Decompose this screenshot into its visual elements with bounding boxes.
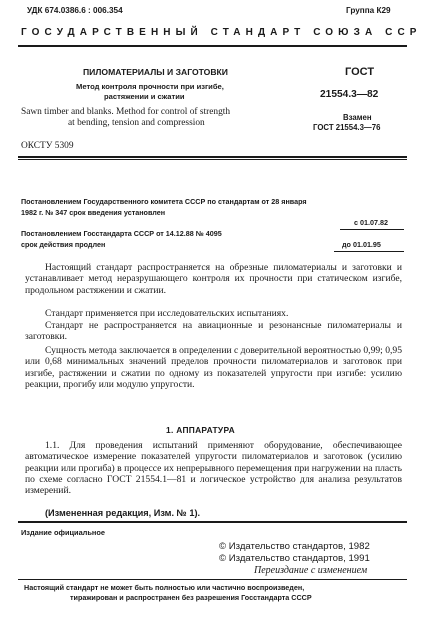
english-title-line2: at bending, tension and compression <box>68 118 205 128</box>
section-title-apparatus: 1. АППАРАТУРА <box>166 425 235 435</box>
paragraph-method: Сущность метода заключается в определении с доверительной вероятностью 0,99; 0,95 или 0,68 минимальных значений пределов прочности пиломатериалов и заготовок при изгибе, растяжении и сжатии по одному из показателей упругости при изгибе: усилию реакции, прогибу или модулю упругости. <box>25 345 403 390</box>
reprint-note: Переиздание с изменением <box>254 565 368 576</box>
document-subtitle-line1: Метод контроля прочности при изгибе, <box>76 82 224 91</box>
decree-line1: Постановлением Государственного комитета СССР по стандартам от 28 января <box>21 197 307 206</box>
replaces-label: Взамен <box>343 113 372 122</box>
title-rule <box>18 156 407 158</box>
document-title: ПИЛОМАТЕРИАЛЫ И ЗАГОТОВКИ <box>83 67 228 77</box>
title-rule-thin <box>18 159 407 160</box>
paragraph-scope: Настоящий стандарт распространяется на обрезные пиломатериалы и заготовки и устанавливает метод неразрушающего контроля их прочности при статическом изгибе, продольном растяжении и сжатии. <box>25 262 402 296</box>
header-rule <box>18 45 407 47</box>
amendment-note: (Измененная редакция, Изм. № 1). <box>45 508 201 518</box>
paragraph-exclusion: Стандарт не распространяется на авиационные и резонансные пиломатериалы и заготовки. <box>25 320 402 343</box>
decree-line3: Постановлением Госстандарта СССР от 14.12.88 № 4095 <box>21 229 222 238</box>
gost-number: 21554.3—82 <box>320 89 379 100</box>
udk-code: УДК 674.0386.6 : 006.354 <box>27 6 123 15</box>
official-edition-label: Издание официальное <box>21 528 106 537</box>
document-subtitle-line2: растяжении и сжатии <box>104 92 185 101</box>
decree-date1: с 01.07.82 <box>354 218 388 227</box>
decree-line2: 1982 г. № 347 срок введения установлен <box>21 208 166 217</box>
state-standard-banner: ГОСУДАРСТВЕННЫЙ СТАНДАРТ СОЮЗА ССР <box>21 27 422 38</box>
gost-label: ГОСТ <box>345 66 375 78</box>
replaces-value: ГОСТ 21554.3—76 <box>313 123 381 132</box>
group-code: Группа К29 <box>346 6 391 15</box>
paragraph-1-1: 1.1. Для проведения испытаний применяют оборудование, обеспечивающее автоматическое измерение показателей упругости пиломатериалов и заготовок (усилию реакции или прогиба) в процессе их непрерывного перемещения при нагружении на пласть по схеме согласно ГОСТ 21554.1—81 и логическое устройство для анализа результатов измерений. <box>25 440 402 497</box>
reproduction-notice-line1: Настоящий стандарт не может быть полностью или частично воспроизведен, <box>24 583 305 592</box>
decree-date1-rule <box>340 229 404 230</box>
notice-rule <box>18 579 407 580</box>
decree-date2-rule <box>334 251 404 252</box>
copyright-1982: © Издательство стандартов, 1982 <box>219 541 370 552</box>
paragraph-application: Стандарт применяется при исследовательских испытаниях. <box>45 308 289 319</box>
copyright-1991: © Издательство стандартов, 1991 <box>219 553 370 564</box>
decree-line4: срок действия продлен <box>21 240 106 249</box>
footer-rule <box>18 521 407 523</box>
decree-date2: до 01.01.95 <box>342 240 381 249</box>
english-title-line1: Sawn timber and blanks. Method for control of strength <box>21 107 231 117</box>
reproduction-notice-line2: тиражирован и распространен без разрешения Госстандарта СССР <box>70 593 312 602</box>
okstu-code: ОКСТУ 5309 <box>21 141 74 151</box>
